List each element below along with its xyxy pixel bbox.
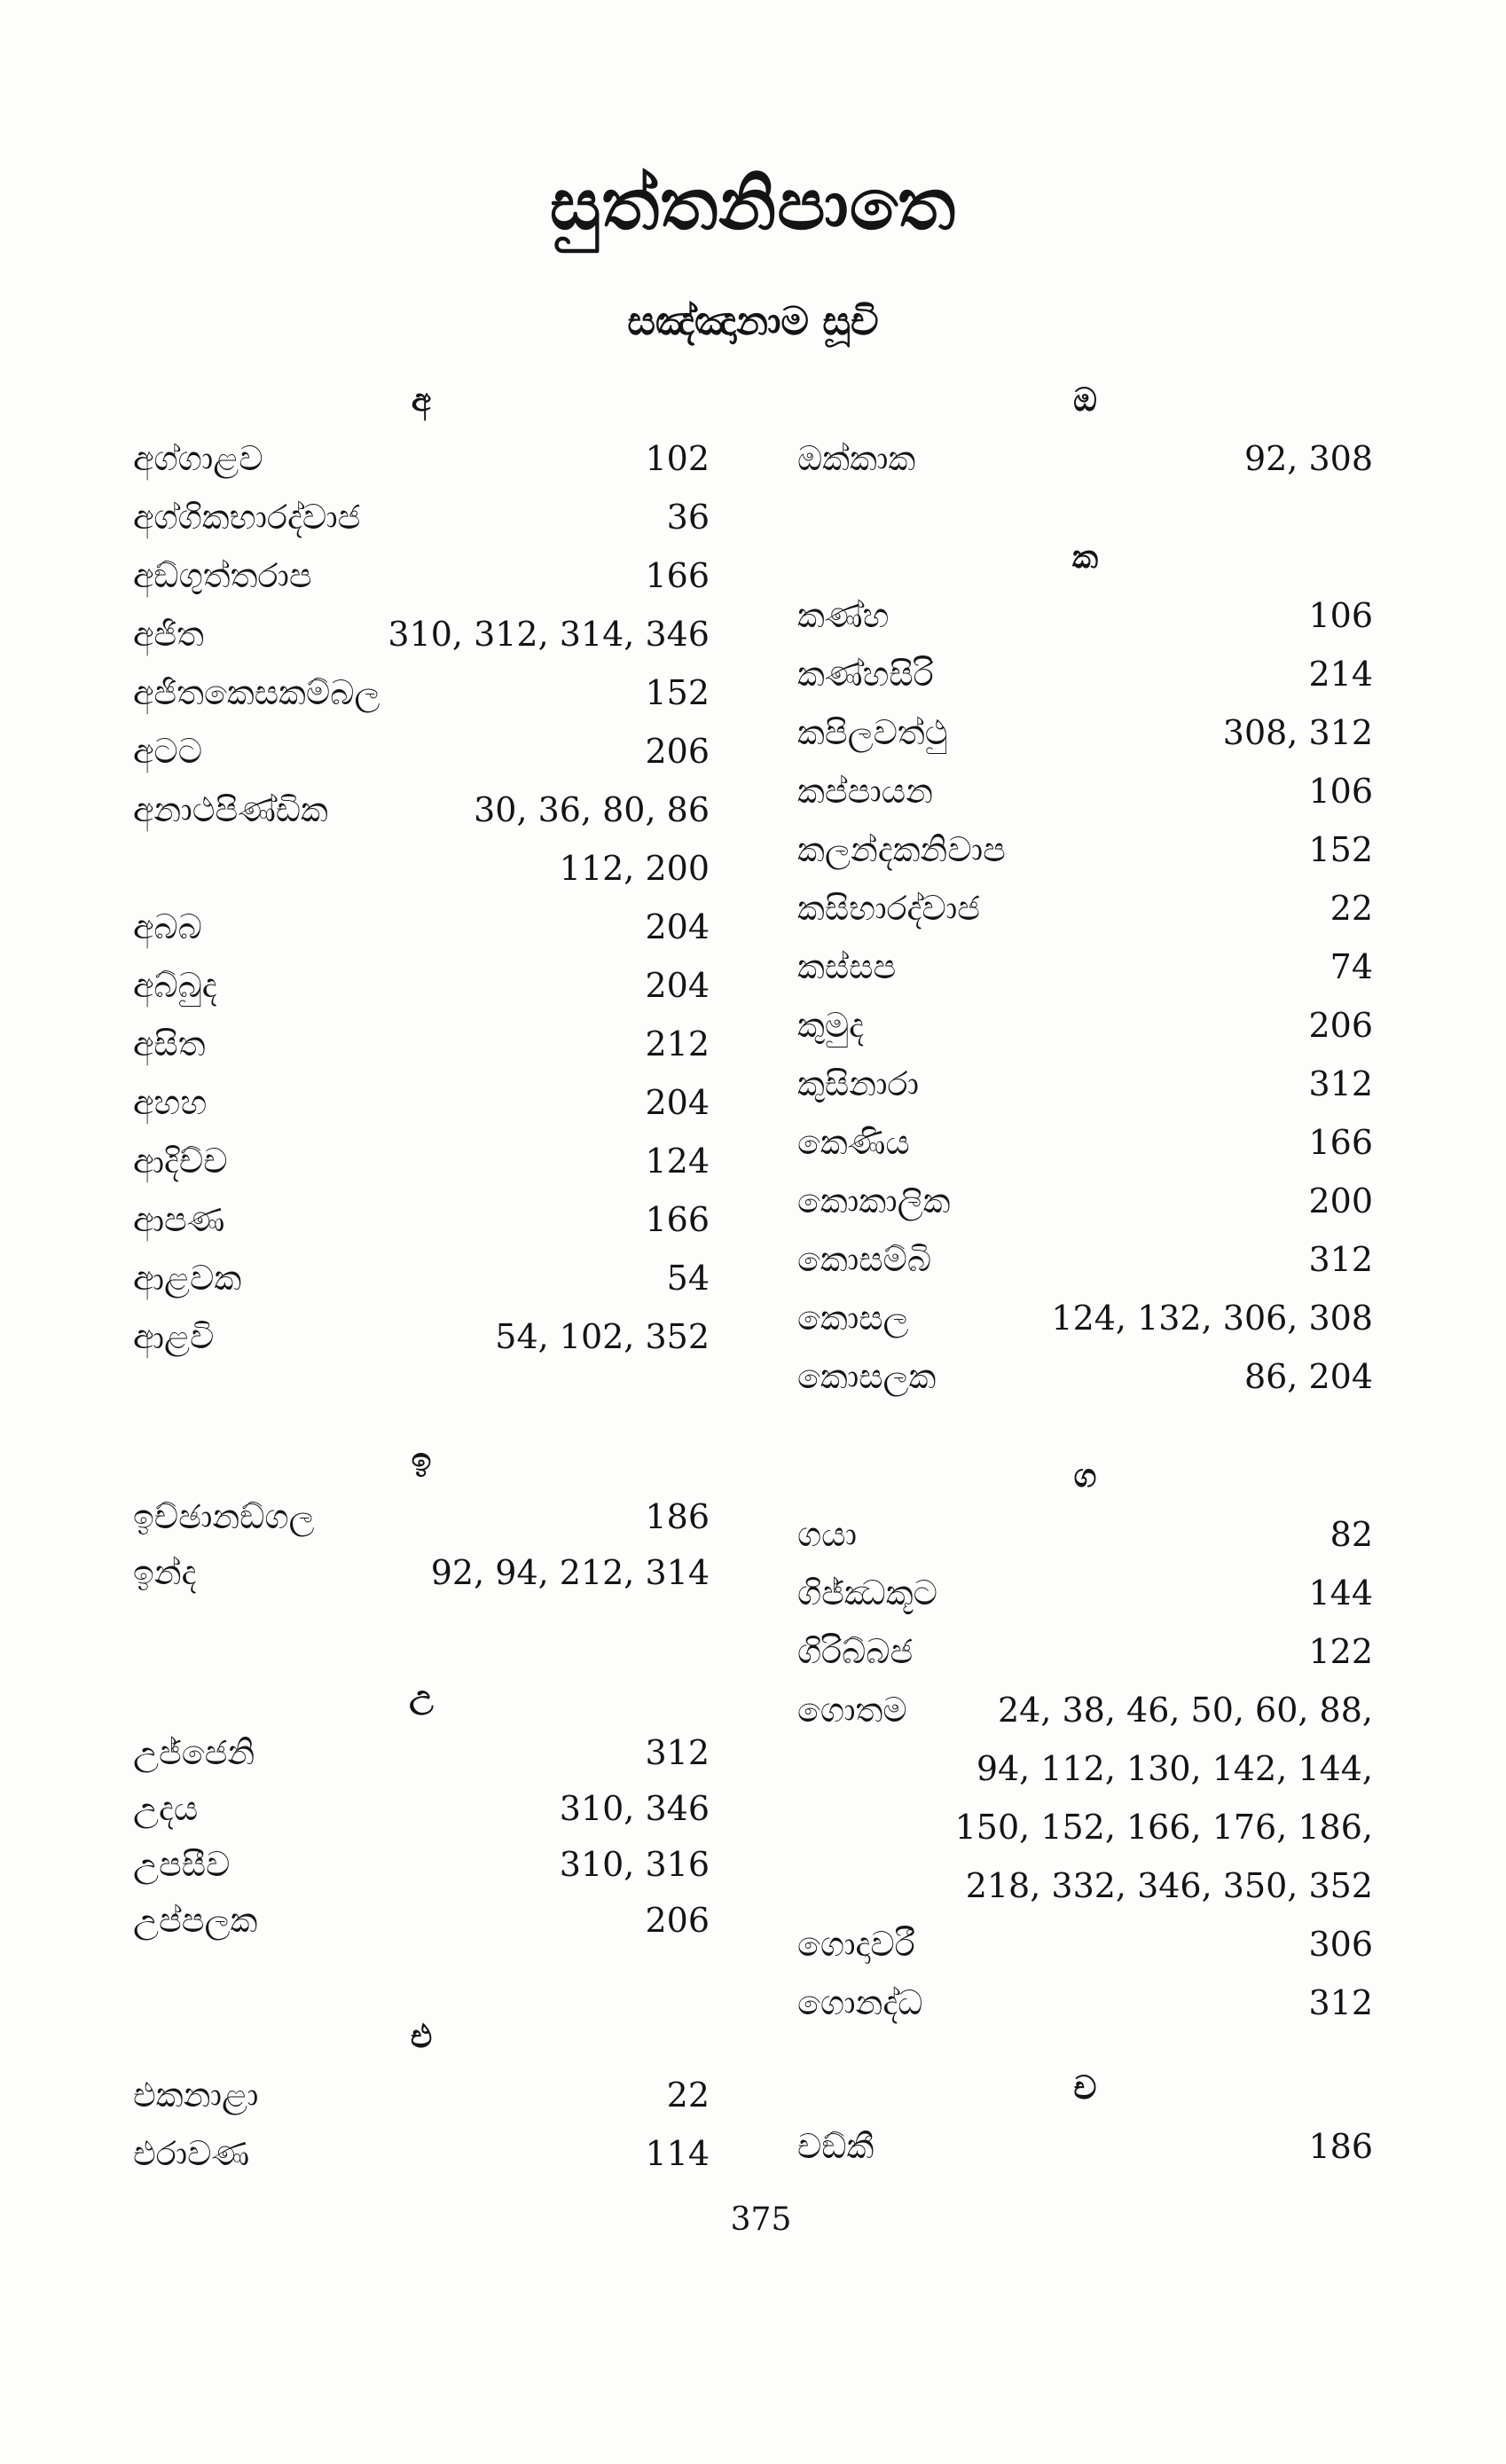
index-entry bbox=[133, 1132, 710, 1190]
entry-name: උප්පලක bbox=[133, 1901, 258, 1940]
index-entry bbox=[797, 586, 1373, 645]
entry-pages: 206 bbox=[645, 732, 710, 771]
index-entry bbox=[133, 1190, 710, 1249]
entry-pages: 312 bbox=[1308, 1983, 1373, 2022]
entry-name: අනාථපිණ්ඩික bbox=[133, 790, 328, 829]
index-entry bbox=[133, 1781, 710, 1837]
index-entry-continuation bbox=[797, 1739, 1373, 1798]
entry-pages: 310, 312, 314, 346 bbox=[388, 615, 710, 654]
entry-pages: 124, 132, 306, 308 bbox=[1051, 1299, 1373, 1338]
section-heading: එ bbox=[410, 2018, 433, 2055]
entry-name: කණ්හ bbox=[797, 596, 890, 635]
index-entry-continuation bbox=[797, 1856, 1373, 1915]
entry-name: අබ්බුද bbox=[133, 966, 217, 1005]
index-entry bbox=[797, 1172, 1373, 1230]
entry-name: කස්සප bbox=[797, 947, 897, 986]
entry-pages: 106 bbox=[1308, 772, 1373, 811]
index-entry bbox=[797, 879, 1373, 938]
index-entry-continuation bbox=[133, 839, 710, 898]
entry-name: අටට bbox=[133, 732, 203, 771]
index-entry bbox=[797, 1681, 1373, 1739]
index-section bbox=[797, 2059, 1373, 2176]
entry-pages: 112, 200 bbox=[559, 849, 710, 888]
entry-name: අජිත bbox=[133, 615, 204, 654]
entry-name: අබබ bbox=[133, 907, 202, 946]
index-entry bbox=[133, 605, 710, 663]
entry-pages: 54 bbox=[666, 1259, 710, 1298]
index-entry bbox=[797, 2117, 1373, 2176]
index-entry bbox=[133, 1073, 710, 1132]
entry-pages: 92, 94, 212, 314 bbox=[430, 1553, 710, 1592]
index-entry-continuation bbox=[797, 1798, 1373, 1856]
entry-pages: 22 bbox=[666, 2076, 710, 2115]
entry-name: උදය bbox=[133, 1789, 199, 1828]
entry-pages: 186 bbox=[645, 1497, 710, 1536]
index-entry bbox=[797, 1347, 1373, 1406]
entry-name: ගයා bbox=[797, 1515, 857, 1554]
index-section bbox=[797, 1447, 1373, 2032]
index-entry bbox=[133, 2066, 710, 2124]
index-entry bbox=[797, 645, 1373, 703]
index-section bbox=[133, 2007, 710, 2183]
entry-name: අසිත bbox=[133, 1024, 206, 1063]
index-entry bbox=[797, 1974, 1373, 2032]
entry-pages: 218, 332, 346, 350, 352 bbox=[965, 1866, 1373, 1905]
entry-name: ආළවි bbox=[133, 1317, 215, 1356]
entry-name: අග්ගිකභාරද්වාජ bbox=[133, 498, 361, 537]
section-heading: ක bbox=[1071, 538, 1099, 576]
entry-name: ඉන්ද bbox=[133, 1553, 197, 1592]
entry-pages: 94, 112, 130, 142, 144, bbox=[976, 1749, 1373, 1788]
index-entry bbox=[133, 1725, 710, 1781]
index-entry bbox=[133, 429, 710, 488]
index-entry bbox=[133, 1307, 710, 1366]
section-heading: ග bbox=[1073, 1457, 1097, 1495]
index-section bbox=[133, 371, 710, 1366]
entry-pages: 24, 38, 46, 50, 60, 88, bbox=[998, 1691, 1373, 1730]
entry-name: ගිරිබ්බජ bbox=[797, 1632, 914, 1671]
entry-name: කොසම්බි bbox=[797, 1240, 932, 1279]
entry-pages: 114 bbox=[645, 2134, 710, 2173]
entry-name: ආළවක bbox=[133, 1259, 242, 1298]
index-section bbox=[133, 1431, 710, 1601]
index-entry bbox=[133, 2124, 710, 2183]
index-column-left bbox=[133, 0, 710, 2464]
index-entry bbox=[797, 1055, 1373, 1113]
entry-pages: 144 bbox=[1308, 1573, 1373, 1613]
entry-pages: 22 bbox=[1330, 889, 1373, 928]
entry-name: කෙණිය bbox=[797, 1123, 910, 1162]
index-section bbox=[797, 528, 1373, 1406]
entry-pages: 206 bbox=[1308, 1006, 1373, 1045]
index-entry bbox=[797, 703, 1373, 762]
index-entry bbox=[797, 1564, 1373, 1622]
entry-name: අජිතකෙසකම්බල bbox=[133, 673, 380, 712]
entry-name: කොසලක bbox=[797, 1357, 937, 1396]
page-number: 375 bbox=[730, 2201, 792, 2238]
section-heading: ච bbox=[1073, 2069, 1097, 2107]
section-heading: ඉ bbox=[411, 1441, 432, 1479]
entry-name: එරාවණ bbox=[133, 2134, 250, 2173]
entry-pages: 214 bbox=[1308, 655, 1373, 694]
entry-name: ඔක්කාක bbox=[797, 439, 916, 478]
index-entry bbox=[133, 1545, 710, 1601]
entry-pages: 74 bbox=[1330, 947, 1373, 986]
index-entry bbox=[797, 1113, 1373, 1172]
entry-pages: 106 bbox=[1308, 596, 1373, 635]
index-entry bbox=[797, 938, 1373, 996]
entry-pages: 122 bbox=[1308, 1632, 1373, 1671]
entry-pages: 186 bbox=[1308, 2127, 1373, 2166]
entry-name: උපසීව bbox=[133, 1845, 231, 1884]
entry-pages: 310, 316 bbox=[559, 1845, 710, 1884]
entry-name: උජ්ජෙනි bbox=[133, 1733, 255, 1772]
entry-pages: 82 bbox=[1330, 1515, 1373, 1554]
entry-pages: 166 bbox=[645, 1200, 710, 1239]
index-entry bbox=[133, 898, 710, 956]
index-entry bbox=[797, 996, 1373, 1055]
entry-name: ගොනද්ධ bbox=[797, 1983, 923, 2022]
page-subtitle: සඤ්ඤානාම සූචි bbox=[627, 299, 879, 344]
entry-name: කණ්හසිරි bbox=[797, 655, 934, 694]
entry-name: අහහ bbox=[133, 1083, 208, 1122]
entry-name: ඉච්ඡානඞ්ගල bbox=[133, 1497, 315, 1536]
entry-pages: 204 bbox=[645, 966, 710, 1005]
entry-pages: 306 bbox=[1308, 1925, 1373, 1964]
entry-name: ආපණ bbox=[133, 1200, 225, 1239]
entry-pages: 102 bbox=[645, 439, 710, 478]
index-entry bbox=[133, 1893, 710, 1949]
entry-pages: 204 bbox=[645, 907, 710, 946]
index-entry bbox=[133, 546, 710, 605]
index-entry bbox=[133, 722, 710, 781]
entry-pages: 124 bbox=[645, 1142, 710, 1181]
entry-pages: 166 bbox=[645, 556, 710, 595]
index-entry bbox=[797, 762, 1373, 820]
entry-name: කුසිනාරා bbox=[797, 1064, 919, 1103]
entry-name: ගොදාවරී bbox=[797, 1925, 915, 1964]
entry-pages: 308, 312 bbox=[1222, 713, 1373, 752]
index-entry bbox=[133, 956, 710, 1015]
entry-pages: 150, 152, 166, 176, 186, bbox=[954, 1808, 1373, 1847]
index-entry bbox=[797, 820, 1373, 879]
entry-pages: 310, 346 bbox=[559, 1789, 710, 1828]
entry-name: ගිජ්ඣකූට bbox=[797, 1573, 937, 1613]
entry-pages: 312 bbox=[1308, 1064, 1373, 1103]
entry-pages: 30, 36, 80, 86 bbox=[474, 790, 710, 829]
index-entry bbox=[797, 429, 1373, 488]
index-entry bbox=[797, 1289, 1373, 1347]
index-entry bbox=[133, 1015, 710, 1073]
entry-pages: 166 bbox=[1308, 1123, 1373, 1162]
entry-name: කොසල bbox=[797, 1299, 909, 1338]
entry-pages: 152 bbox=[1308, 830, 1373, 869]
section-heading: ඔ bbox=[1073, 381, 1097, 419]
entry-pages: 36 bbox=[666, 498, 710, 537]
entry-name: චඞ්කී bbox=[797, 2127, 875, 2166]
entry-pages: 212 bbox=[645, 1024, 710, 1063]
entry-name: කුමුද bbox=[797, 1006, 865, 1045]
entry-pages: 204 bbox=[645, 1083, 710, 1122]
entry-pages: 92, 308 bbox=[1243, 439, 1373, 478]
index-entry bbox=[797, 1230, 1373, 1289]
entry-name: කප්පායන bbox=[797, 772, 933, 811]
index-section bbox=[133, 1667, 710, 1949]
page-title: සුත්තනිපාතෙ bbox=[549, 162, 957, 246]
entry-pages: 312 bbox=[645, 1733, 710, 1772]
index-column-right bbox=[797, 0, 1373, 2464]
entry-name: කපිලවත්ථු bbox=[797, 713, 948, 752]
index-entry bbox=[797, 1915, 1373, 1974]
entry-name: එකනාළා bbox=[133, 2076, 259, 2115]
entry-name: ගොතම bbox=[797, 1691, 907, 1730]
entry-name: ආදිච්ච bbox=[133, 1142, 228, 1181]
section-heading: අ bbox=[411, 381, 432, 419]
index-entry bbox=[133, 1249, 710, 1307]
entry-pages: 152 bbox=[645, 673, 710, 712]
section-heading: උ bbox=[409, 1677, 434, 1715]
entry-name: අඞ්ගුත්තරාප bbox=[133, 556, 312, 595]
entry-name: කලන්දකනිවාප bbox=[797, 830, 1006, 869]
index-entry bbox=[133, 488, 710, 546]
entry-name: අග්ගාළව bbox=[133, 439, 263, 478]
entry-pages: 312 bbox=[1308, 1240, 1373, 1279]
entry-name: කසිභාරද්වාජ bbox=[797, 889, 980, 928]
index-entry bbox=[133, 1489, 710, 1545]
entry-name: කොකාලික bbox=[797, 1181, 951, 1220]
index-section bbox=[797, 371, 1373, 488]
index-entry bbox=[133, 663, 710, 722]
index-entry bbox=[133, 1837, 710, 1893]
entry-pages: 86, 204 bbox=[1243, 1357, 1373, 1396]
entry-pages: 200 bbox=[1308, 1181, 1373, 1220]
entry-pages: 54, 102, 352 bbox=[495, 1317, 710, 1356]
entry-pages: 206 bbox=[645, 1901, 710, 1940]
index-entry bbox=[797, 1622, 1373, 1681]
index-entry bbox=[797, 1505, 1373, 1564]
index-entry bbox=[133, 781, 710, 839]
